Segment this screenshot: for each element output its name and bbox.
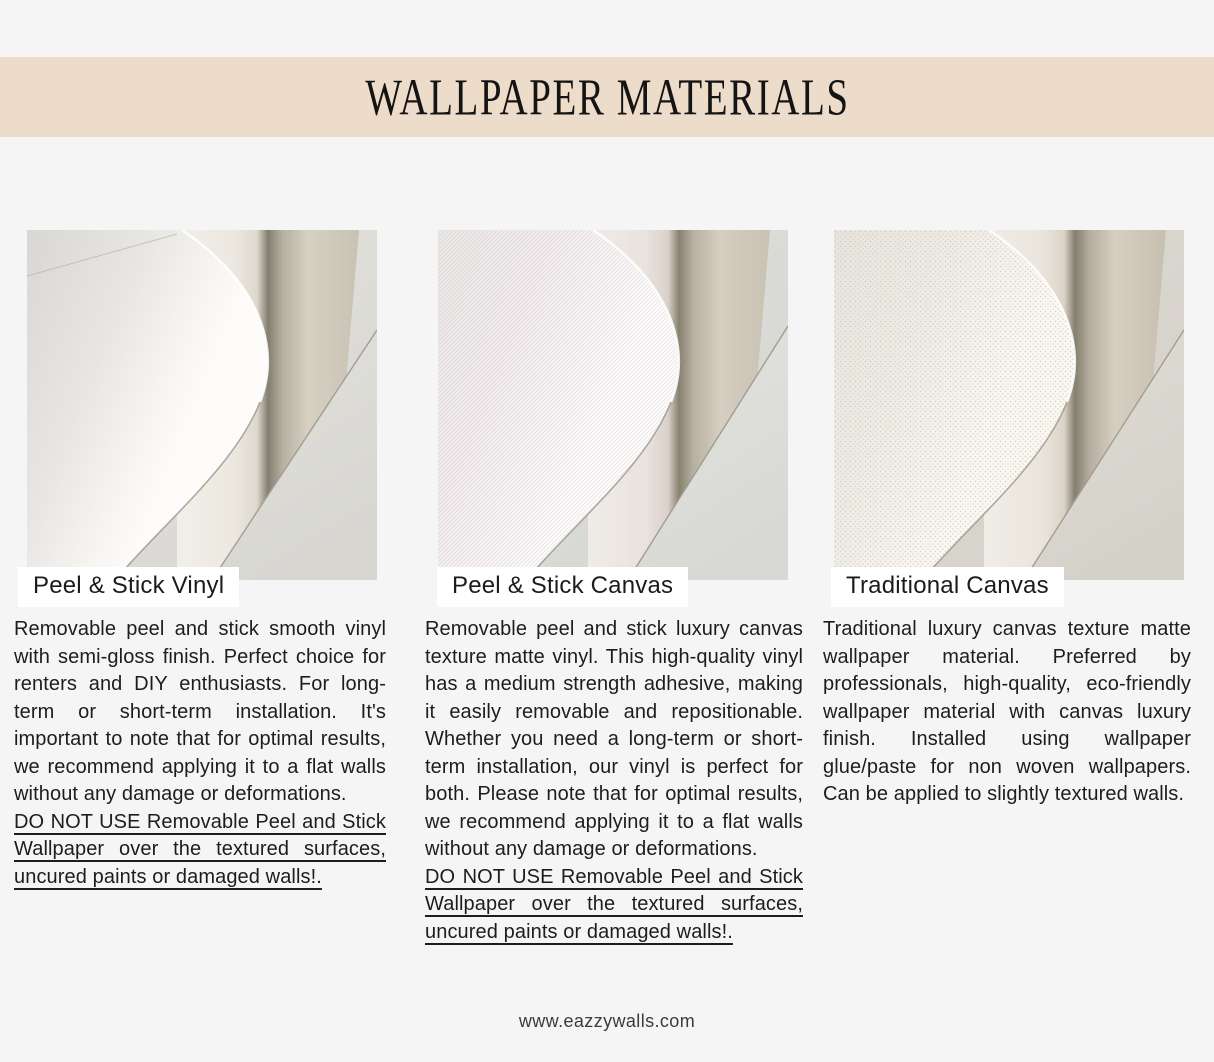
material-description: Removable peel and stick smooth vinyl with semi-gloss finish. Perfect choice for renters and DIY enthusiasts. For long-term or short-term installation. It's important to note that for optimal results, we recommend applying it to a flat walls without any damage or deformations.: [14, 618, 386, 805]
material-description: Traditional luxury canvas texture matte wallpaper material. Preferred by professionals, high-quality, eco-friendly wallpaper material with canvas luxury finish. Installed using wallpaper glue/paste for non woven wallpapers. Can be applied to slightly textured walls.: [823, 618, 1191, 805]
footer-url: www.eazzywalls.com: [518, 1011, 696, 1031]
material-label: Peel & Stick Vinyl: [18, 567, 239, 607]
title-banner: [0, 57, 1214, 137]
material-label: Peel & Stick Canvas: [437, 567, 688, 607]
material-card-vinyl: [14, 230, 386, 891]
material-card-canvas: [425, 230, 803, 946]
material-description: Removable peel and stick luxury canvas texture matte vinyl. This high-quality vinyl has a medium strength adhesive, making it easily removable and repositionable. Whether you need a long-term or short-term installation, our vinyl is perfect for both. Please note that for optimal results, we recommend applying it to a flat walls without any damage or deformations.: [425, 618, 803, 860]
material-card-traditional: [823, 230, 1191, 809]
material-label: Traditional Canvas: [831, 567, 1064, 607]
wallpaper-sample-canvas-image: [438, 230, 788, 580]
page-title: WALLPAPER MATERIALS: [364, 67, 850, 127]
material-warning: DO NOT USE Removable Peel and Stick Wallpaper over the textured surfaces, uncured paints or damaged walls!.: [425, 865, 803, 943]
material-warning: DO NOT USE Removable Peel and Stick Wallpaper over the textured surfaces, uncured paints or damaged walls!.: [14, 810, 386, 888]
wallpaper-sample-traditional-image: [834, 230, 1184, 580]
wallpaper-sample-vinyl-image: [27, 230, 377, 580]
